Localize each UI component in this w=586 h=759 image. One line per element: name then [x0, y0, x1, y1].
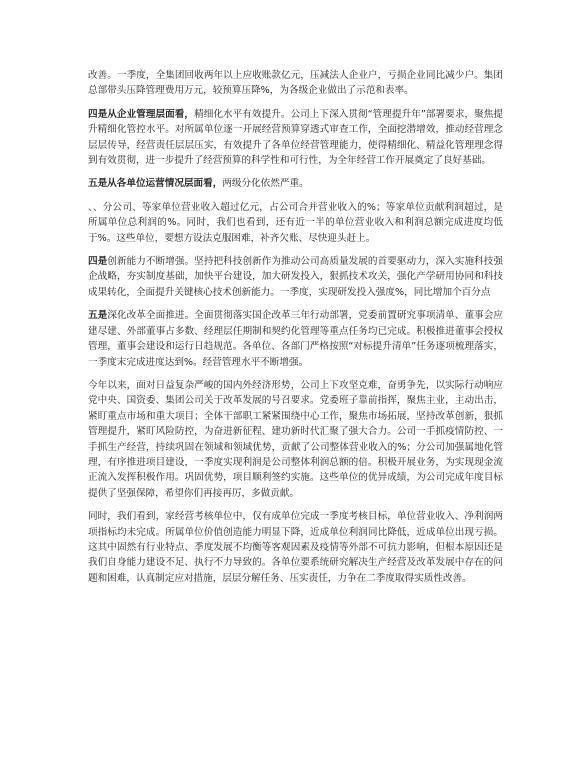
paragraph-4-text: 、、分公司、等家单位营业收入超过亿元，占公司合并营业收入的%；等家单位贡献利润超过，是所属单位总利润的%。同时，我们也看到，还有近一半的单位营业收入和利润总额完成进度均低于%。这些单位，要想方设法克服困难，补齐欠账、尽快迎头赶上。: [88, 201, 503, 244]
paragraph-1-text: 改善。一季度，全集团回收两年以上应收账款亿元，压减法人企业户，亏损企业同比减少户。集团总部带头压降管理费用万元，较预算压降%，为各级企业做出了示范和表率。: [88, 70, 503, 97]
paragraph-4: [88, 200, 503, 246]
paragraph-1: [88, 68, 503, 99]
paragraph-7-text: 今年以来，面对日益复杂严峻的国内外经济形势，公司上下攻坚克难，奋勇争先，以实际行动响应党中央、国资委、集团公司关于改革发展的号召要求。党委班子靠前指挥，聚焦主业，主动出击，紧盯重点市场和重大项目；全体干部职工紧紧围绕中心工作，聚焦市场拓展，坚持改革创新，狠抓管理提升，紧盯风险防控，为奋进新征程、建功新时代汇聚了强大合力。公司一手抓疫情防控、一手抓生产经营，持续巩固在领域和领域优势，贡献了公司整体营业收入的%；分公司加强属地化管理，有序推进项目建设，一季度实现利润是公司整体利润总额的倍。积极开展业务，为实现现金流正流入发挥积极作用。巩固优势，项目顺利签约实施。这些单位的优异成绩，为公司完成年度目标提供了坚强保障，希望你们再接再厉，多做贡献。: [88, 379, 503, 499]
paragraph-6-text: 深化改革全面推进。全面贯彻落实国企改革三年行动部署，党委前置研究事项清单、董事会应建尽建、外部董事占多数、经理层任期制和契约化管理等重点任务均已完成。积极推进董事会授权管理，董事会建设和运行日趋规范。各单位、各部门严格按照“对标提升清单”任务逐项梳理落实，一季度末完成进度达到%。经营管理水平不断增强。: [88, 310, 504, 368]
paragraph-8-text: 同时，我们看到，家经营考核单位中，仅有成单位完成一季度考核目标，单位营业收入、净利润两项指标均未完成。所属单位价值创造能力明显下降，近成单位利润同比降低，近成单位出现亏损。这其中固然有行业特点、季度发展不均衡等客观因素及疫情等外部不可抗力影响，但根本原因还是我们自身能力建设不足、执行不力导致的。各单位要系统研究解决生产经营及改革发展中存在的问题和困难，认真制定应对措施，层层分解任务、压实责任，力争在二季度取得实质性改善。: [88, 511, 503, 584]
paragraph-6: [88, 308, 503, 370]
paragraph-5: [88, 254, 503, 300]
paragraph-5-lead: 四是: [88, 256, 108, 268]
document-body: [88, 68, 503, 594]
paragraph-3-text: 两级分化依然严重。: [222, 178, 309, 190]
paragraph-2-lead: 四是从企业管理层面看，: [88, 108, 195, 120]
paragraph-3: [88, 176, 503, 191]
paragraph-2-text: 精细化水平有效提升。公司上下深入贯彻“管理提升年”部署要求，聚焦提升精细化管控水平。对所属单位逐一开展经营预算穿透式审查工作，全面挖潜增效，推动经营理念层层传导，经营责任层层压实，有效提升了各单位经营管理能力，使得精细化、精益化管理理念得到有效贯彻，进一步提升了经营预算的科学性和可行性，为全年经营工作开展奠定了良好基础。: [88, 108, 503, 167]
paragraph-7: [88, 378, 503, 501]
paragraph-6-lead: 五是: [88, 310, 108, 322]
paragraph-8: [88, 509, 503, 586]
paragraph-2: [88, 107, 503, 169]
paragraph-5-text: 创新能力不断增强。坚持把科技创新作为推动公司高质量发展的首要驱动力，深入实施科技强企战略，夯实制度基础，加快平台建设，加大研发投入，狠抓技术攻关，强化产学研用协同和科技成果转化，全面提升关键核心技术创新能力。一季度，实现研发投入强度%，同比增加个百分点: [88, 256, 504, 298]
paragraph-3-lead: 五是从各单位运营情况层面看，: [88, 178, 223, 190]
